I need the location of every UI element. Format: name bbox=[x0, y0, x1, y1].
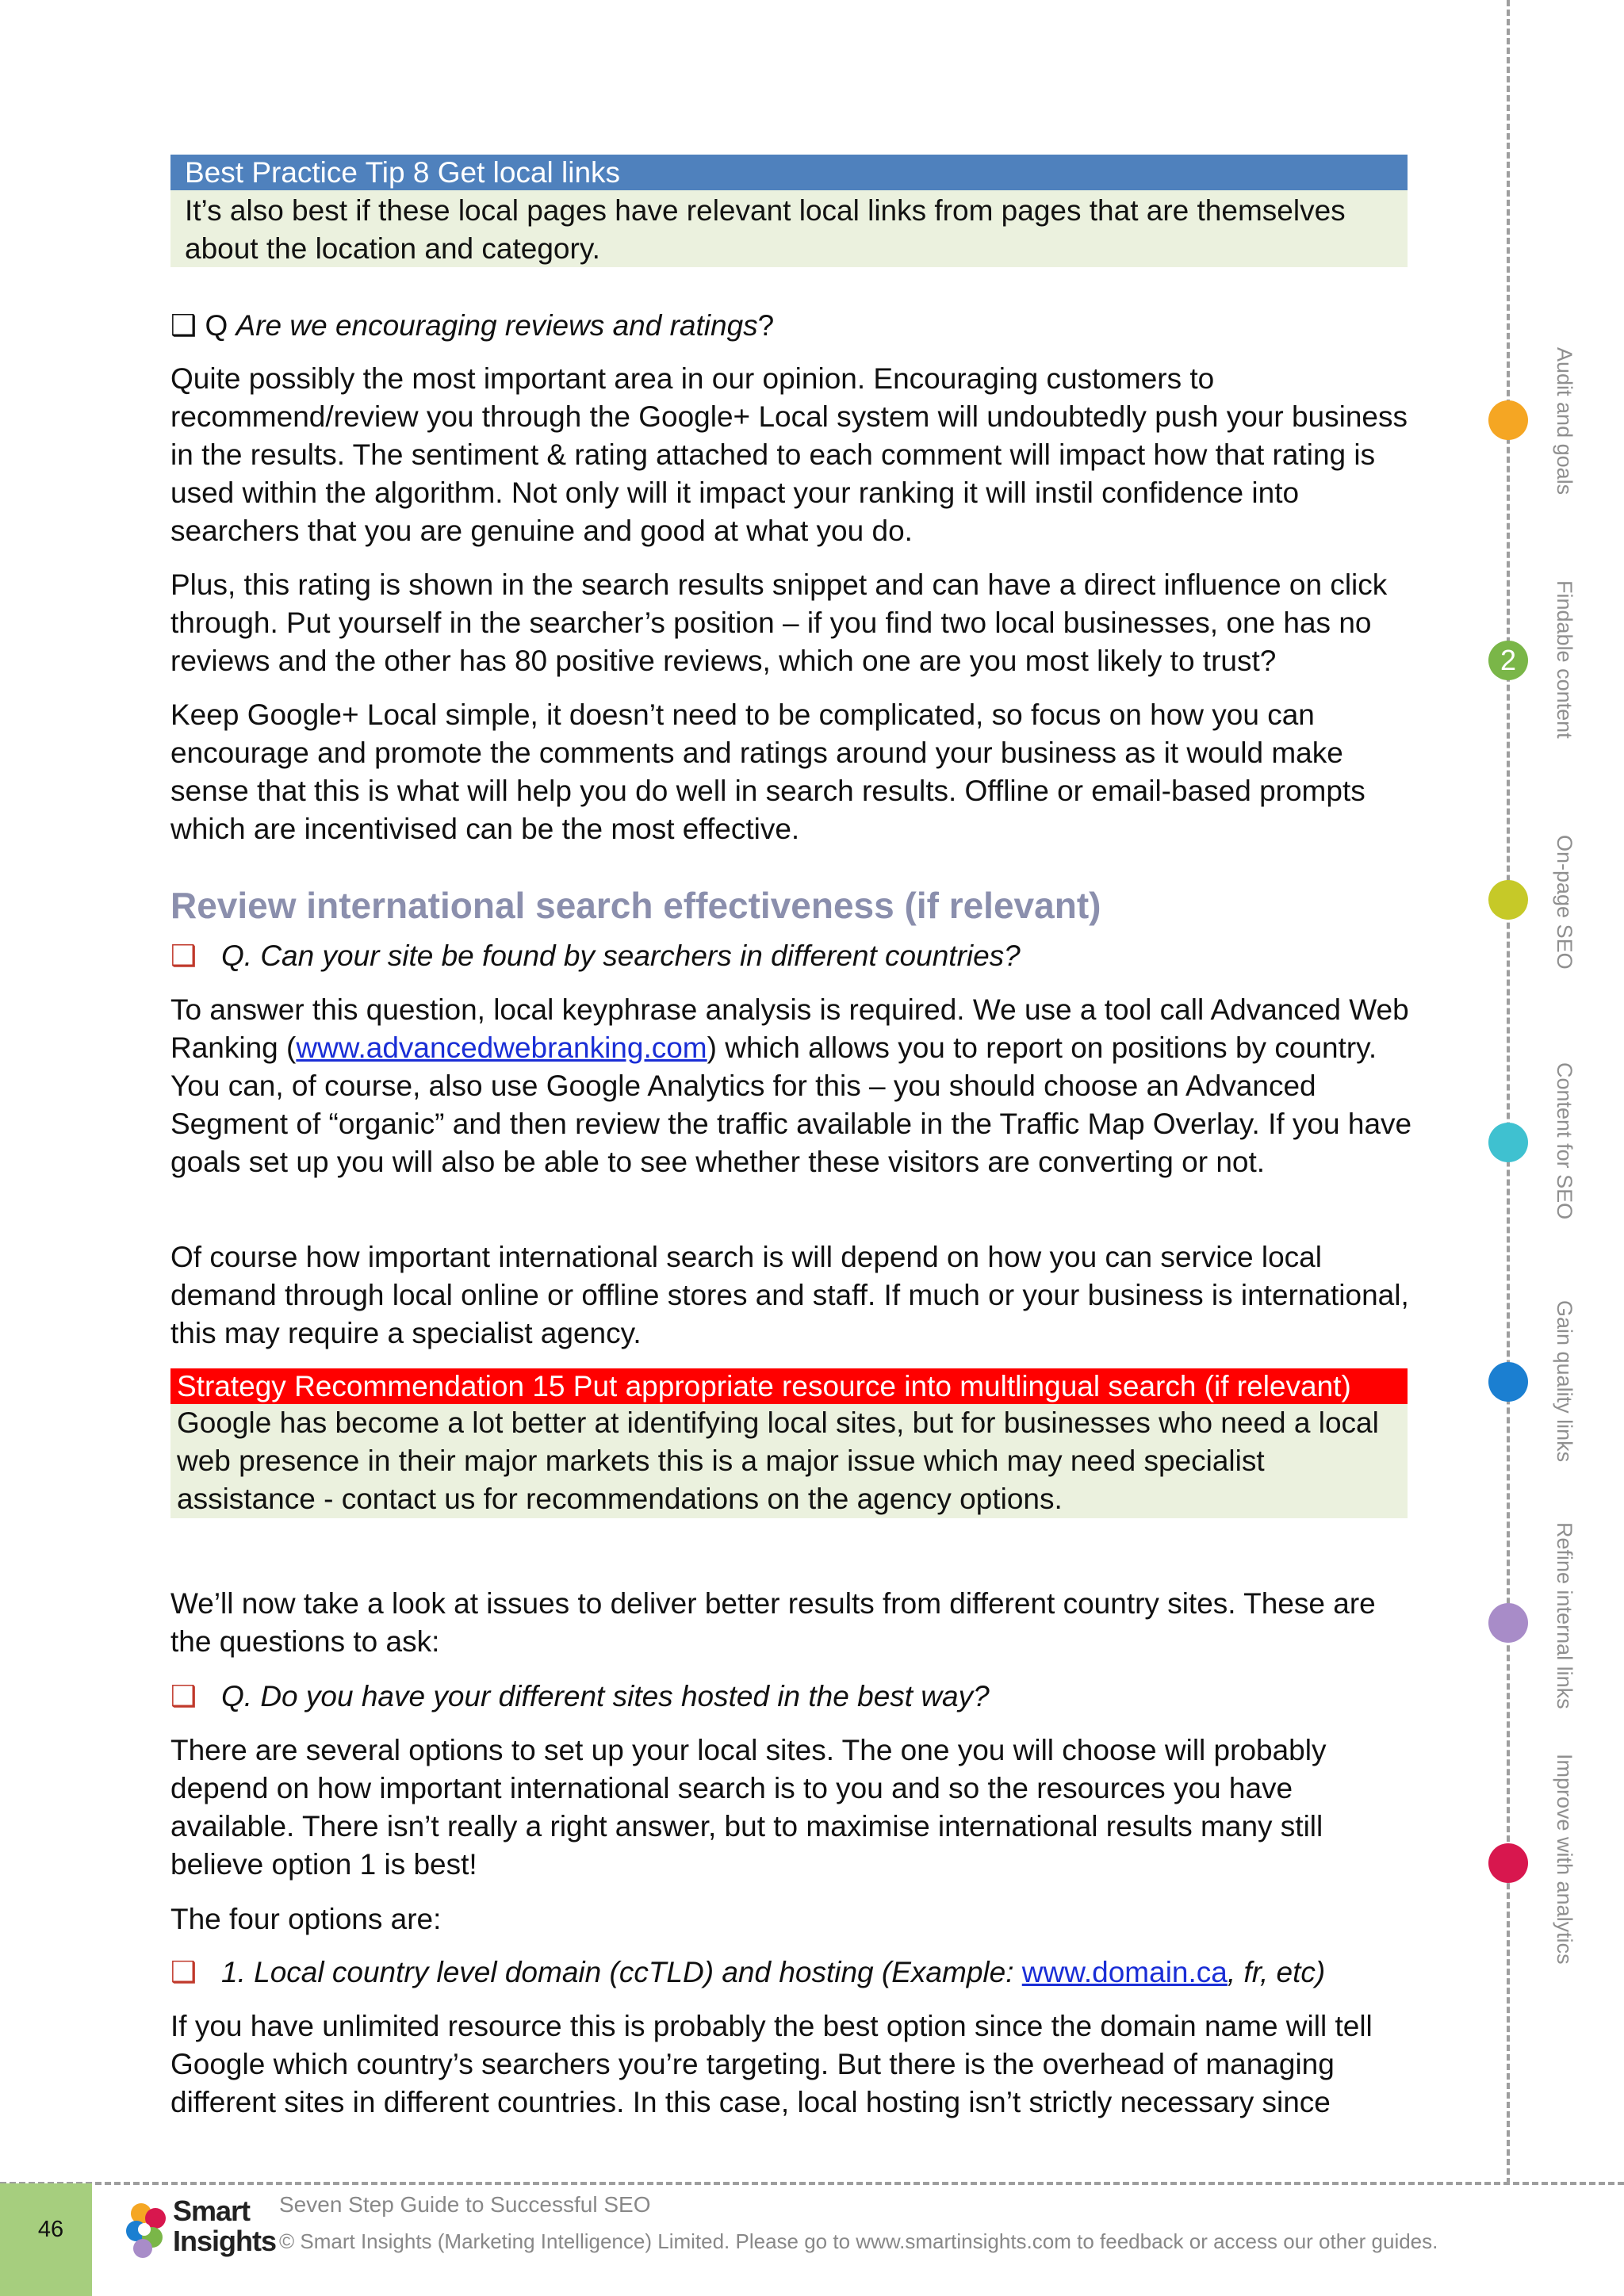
nav-dot-content[interactable] bbox=[1488, 1123, 1528, 1162]
nav-label-findable[interactable]: Findable content bbox=[1553, 580, 1576, 739]
nav-dot-analytics[interactable] bbox=[1488, 1843, 1528, 1883]
section-heading-international: Review international search effectiveness (if relevant) bbox=[170, 885, 1101, 926]
question-reviews-text: Are we encouraging reviews and ratings bbox=[236, 309, 758, 342]
nav-step-number: 2 bbox=[1500, 644, 1517, 676]
paragraph-country-sites: We’ll now take a look at issues to deliver better results from different country sites. These are the questions to ask: bbox=[170, 1587, 1376, 1658]
question-hosted bbox=[170, 1678, 990, 1716]
strategy15-header bbox=[170, 1368, 1408, 1404]
paragraph-reviews-2: Plus, this rating is shown in the search results snippet and can have a direct influence on click through. Put yourself in the searcher’s position – if you find two local businesses, one has no reviews and the other has 80 positive reviews, which one are you most likely to trust? bbox=[170, 568, 1388, 677]
question-prefix: Q bbox=[205, 309, 236, 342]
question-countries bbox=[170, 937, 1021, 975]
paragraph-options: There are several options to set up your local sites. The one you will choose will probably depend on how important international search is to you and so the resources you have available. There isn’t really a right answer, but to maximise international results many still believe option 1 is best! bbox=[170, 1734, 1327, 1881]
nav-label-links[interactable]: Gain quality links bbox=[1553, 1300, 1576, 1463]
nav-dot-onpage[interactable] bbox=[1488, 880, 1528, 920]
nav-label-internal[interactable]: Refine internal links bbox=[1553, 1522, 1576, 1709]
strategy15-body bbox=[170, 1404, 1408, 1518]
question-suffix: ? bbox=[757, 309, 775, 342]
nav-label-audit[interactable]: Audit and goals bbox=[1553, 347, 1576, 496]
keyphrase-text-a: To answer this question, local keyphrase analysis is required. We use a tool call Advanced Web Ranking ( bbox=[170, 993, 1409, 1064]
nav-dot-audit[interactable] bbox=[1488, 400, 1528, 440]
checkbox-icon: ❑ bbox=[170, 1956, 197, 1988]
nav-label-onpage[interactable]: On-page SEO bbox=[1553, 835, 1576, 970]
footer-guide-title: Seven Step Guide to Successful SEO bbox=[279, 2192, 651, 2217]
footer-copyright: © Smart Insights (Marketing Intelligence) Limited. Please go to www.smartinsights.com to feedback or access our other guides. bbox=[279, 2229, 1438, 2253]
nav-dot-findable[interactable] bbox=[1488, 641, 1528, 680]
paragraph-service: Of course how important international search is will depend on how you can service local demand through local online or offline stores and staff. If much or your business is international, this may require a specialist agency. bbox=[170, 1241, 1409, 1349]
nav-label-analytics[interactable]: Improve with analytics bbox=[1553, 1754, 1576, 1965]
logo-text-insights: Insights bbox=[173, 2225, 277, 2257]
option-1-text-a: 1. Local country level domain (ccTLD) and hosting (Example: bbox=[221, 1956, 1022, 1988]
tip8-header bbox=[170, 155, 1408, 190]
question-reviews bbox=[170, 307, 774, 345]
nav-dot-links[interactable] bbox=[1488, 1362, 1528, 1402]
strategy15-title: Strategy Recommendation 15 Put appropriate resource into multlingual search (if relevant) bbox=[177, 1370, 1351, 1402]
paragraph-keyphrase bbox=[170, 991, 1415, 1181]
option-1-text-b: , fr, etc) bbox=[1227, 1956, 1326, 1988]
question-countries-text: Q. Can your site be found by searchers in different countries? bbox=[221, 939, 1021, 972]
page-number: 46 bbox=[37, 2217, 64, 2242]
paragraph-four-options: The four options are: bbox=[170, 1903, 442, 1935]
strategy15-text: Google has become a lot better at identifying local sites, but for businesses who need a local web presence in their major markets this is a major issue which may need specialist assistance - contact us for recommendations on the agency options. bbox=[177, 1406, 1379, 1515]
tip8-text: It’s also best if these local pages have relevant local links from pages that are themselves about the location and category. bbox=[185, 194, 1346, 265]
paragraph-reviews-1: Quite possibly the most important area in our opinion. Encouraging customers to recommend/review you through the Google+ Local system will undoubtedly push your business in the results. The sentiment & rating attached to each comment will impact how that rating is used within the algorithm. Not only will it impact your ranking it will instil confidence into searchers that you are genuine and good at what you do. bbox=[170, 362, 1408, 547]
question-hosted-text: Q. Do you have your different sites hosted in the best way? bbox=[221, 1680, 990, 1712]
paragraph-reviews-3: Keep Google+ Local simple, it doesn’t need to be complicated, so focus on how you can encourage and promote the comments and ratings around your business as it would make sense that this is what will help you do well in search results. Offline or email-based prompts which are incentivised can be the most effective. bbox=[170, 698, 1365, 845]
checkbox-icon: ❑ bbox=[170, 939, 197, 972]
tip8-body bbox=[170, 190, 1408, 267]
tip8-title: Best Practice Tip 8 Get local links bbox=[185, 156, 621, 189]
logo-text-smart: Smart bbox=[173, 2195, 251, 2227]
nav-label-content[interactable]: Content for SEO bbox=[1553, 1062, 1576, 1220]
footer-divider bbox=[0, 2182, 1624, 2185]
checkbox-icon: ❑ bbox=[170, 309, 197, 342]
nav-dot-internal[interactable] bbox=[1488, 1603, 1528, 1643]
paragraph-unlimited: If you have unlimited resource this is probably the best option since the domain name will tell Google which country’s searchers you’re targeting. But there is the overhead of managing different sites in different countries. In this case, local hosting isn’t strictly necessary since bbox=[170, 2010, 1373, 2118]
keyphrase-text-b: ) which allows you to report on positions by country. You can, of course, also use Google Analytics for this – you should choose an Advanced Segment of “organic” and then review the traffic available in the Traffic Map Overlay. If you have goals set up you will also be able to see whether these visitors are converting or not. bbox=[170, 1031, 1412, 1178]
checkbox-icon: ❑ bbox=[170, 1680, 197, 1712]
domain-ca-link[interactable]: www.domain.ca bbox=[1021, 1956, 1228, 1988]
advancedwebranking-link[interactable]: www.advancedwebranking.com bbox=[296, 1031, 707, 1064]
option-1 bbox=[170, 1954, 1325, 1992]
